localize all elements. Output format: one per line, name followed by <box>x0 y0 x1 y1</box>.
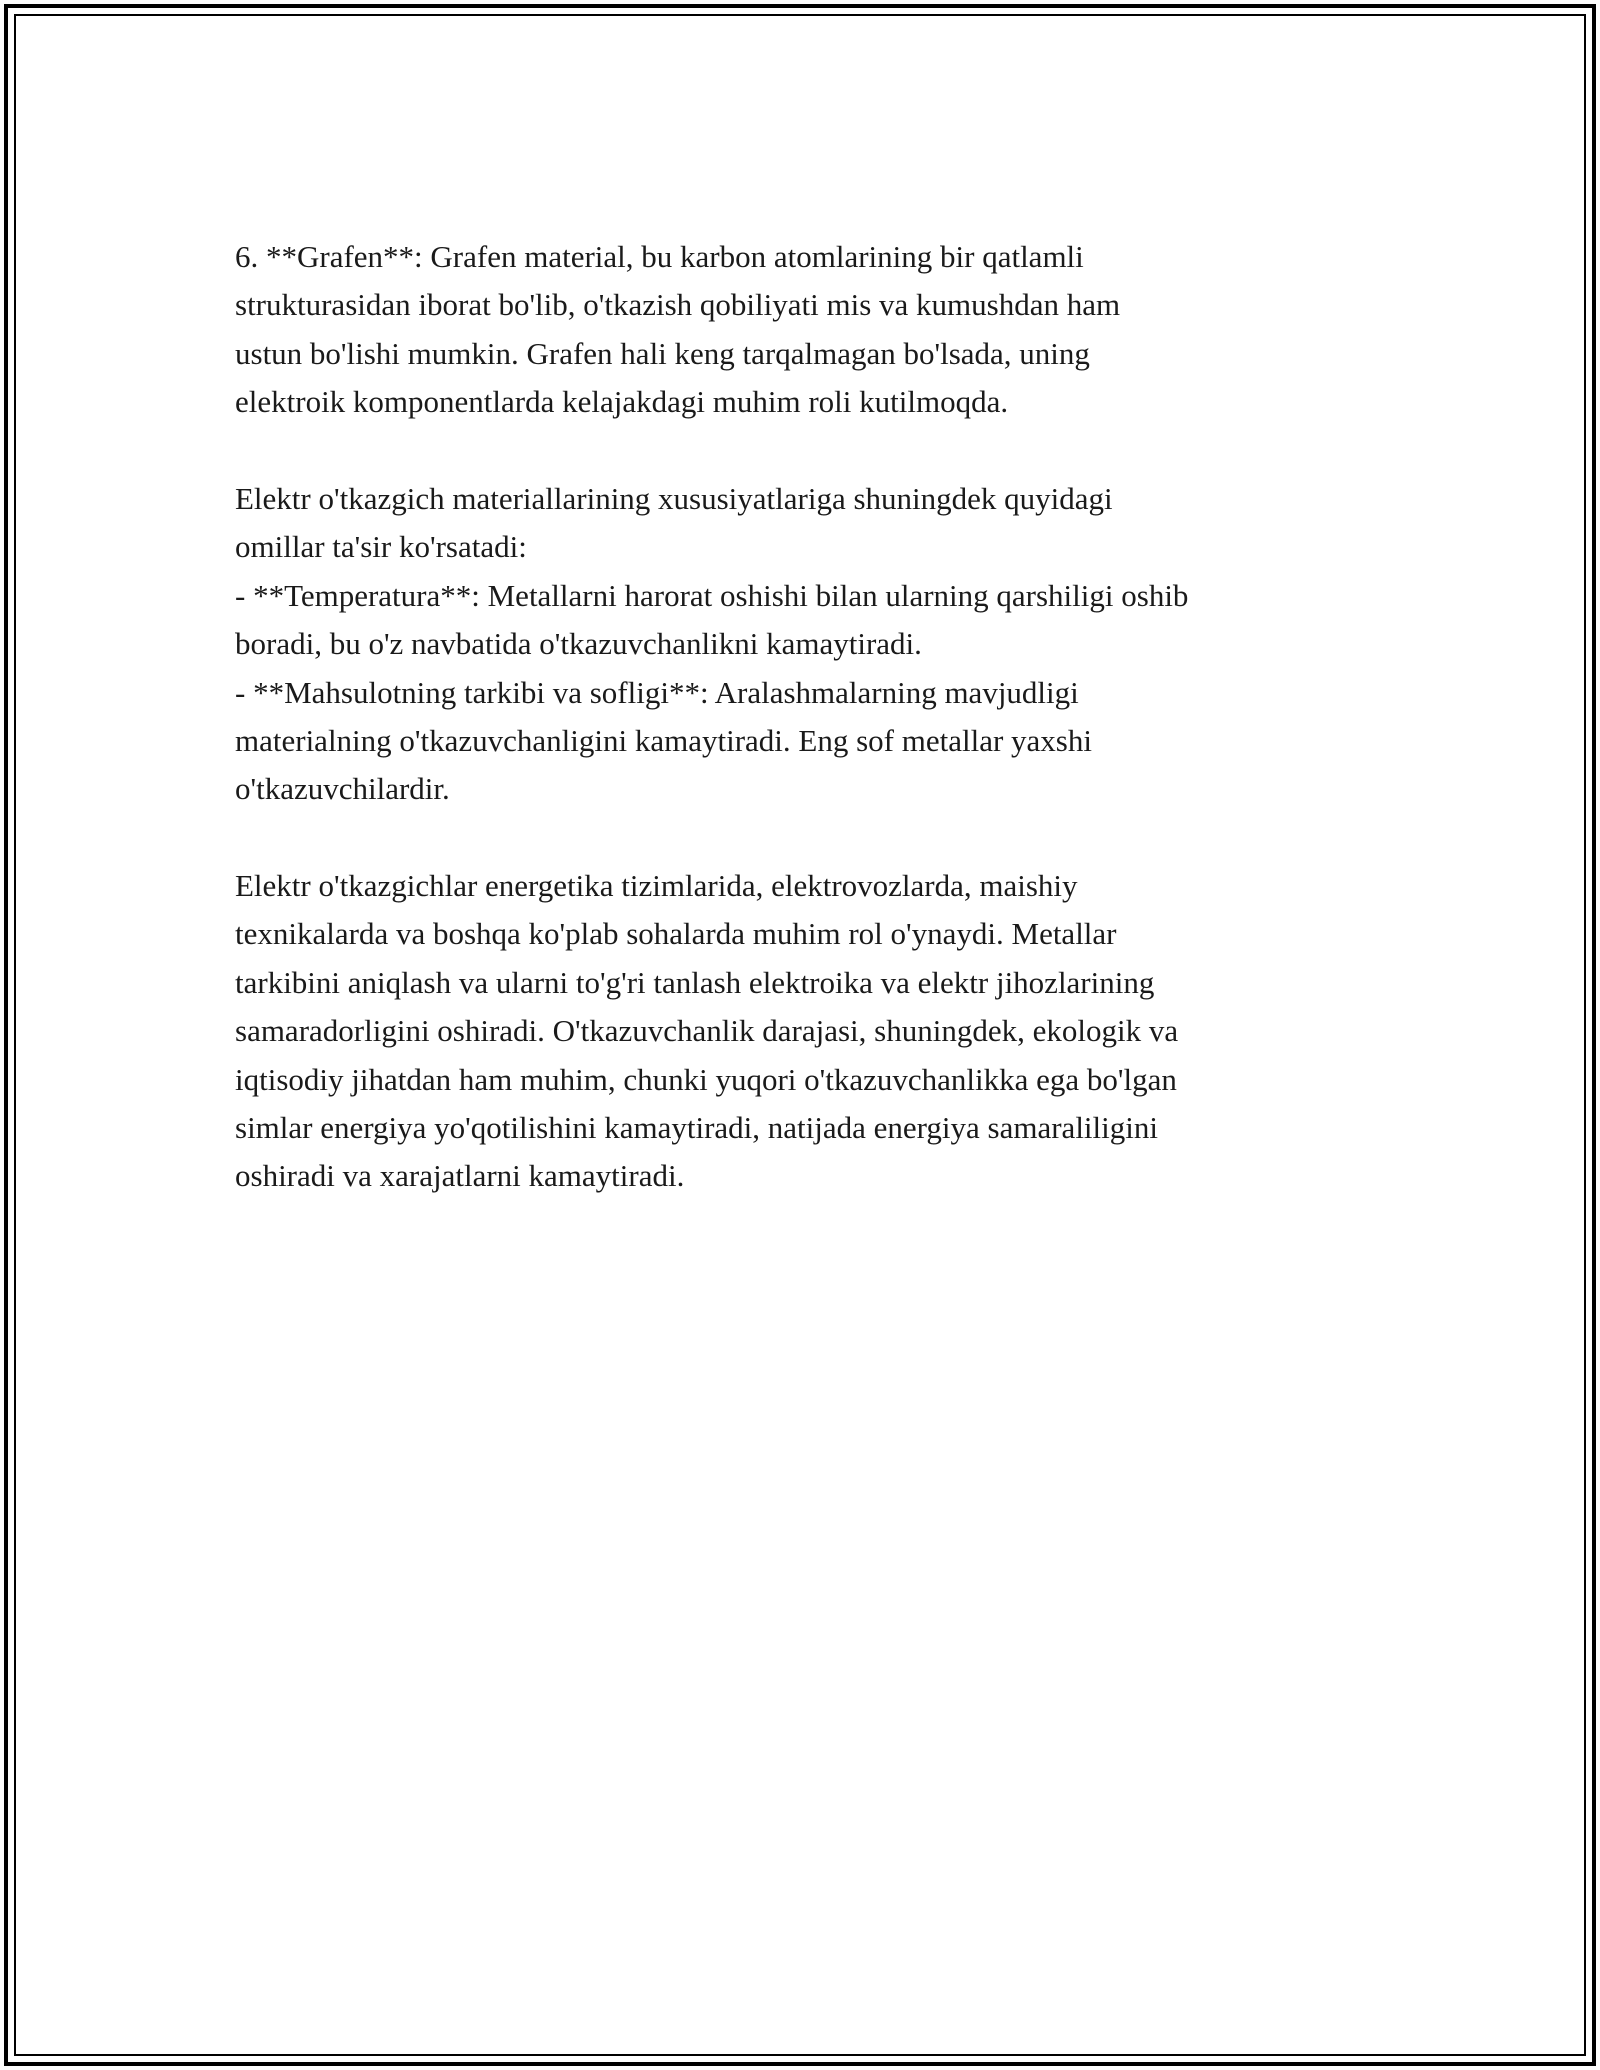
text-line: materialning o'tkazuvchanligini kamaytiradi. Eng sof metallar yaxshi <box>235 722 1092 758</box>
text-line: simlar energiya yo'qotilishini kamaytiradi, natijada energiya samaraliligini <box>235 1110 1158 1146</box>
document-body <box>235 233 1395 1201</box>
text-line: iqtisodiy jihatdan ham muhim, chunki yuqori o'tkazuvchanlikka ega bo'lgan <box>235 1061 1177 1097</box>
text-line: elektroik komponentlarda kelajakdagi muhim roli kutilmoqda. <box>235 384 1009 420</box>
text-line: Elektr o'tkazgichlar energetika tizimlarida, elektrovozlarda, maishiy <box>235 868 1078 904</box>
text-line: o'tkazuvchilardir. <box>235 771 450 807</box>
text-line: oshiradi va xarajatlarni kamaytiradi. <box>235 1158 685 1194</box>
list-item-mahsulot: - **Mahsulotning tarkibi va sofligi**: Aralashmalarning mavjudligi <box>235 674 1079 710</box>
text-line: 6. **Grafen**: Grafen material, bu karbon atomlarining bir qatlamli <box>235 239 1084 274</box>
text-line: tarkibini aniqlash va ularni to'g'ri tanlash elektroika va elektr jihozlarining <box>235 964 1155 1000</box>
paragraph-spacer <box>235 427 1395 475</box>
text-line: boradi, bu o'z navbatida o'tkazuvchanlikni kamaytiradi. <box>235 626 922 662</box>
paragraph-grafen <box>235 233 1395 427</box>
paragraph-spacer <box>235 814 1395 862</box>
text-line: texnikalarda va boshqa ko'plab sohalarda muhim rol o'ynaydi. Metallar <box>235 916 1117 952</box>
text-line: strukturasidan iborat bo'lib, o'tkazish qobiliyati mis va kumushdan ham <box>235 287 1121 323</box>
text-line: samaradorligini oshiradi. O'tkazuvchanlik darajasi, shuningdek, ekologik va <box>235 1013 1179 1049</box>
paragraph-applications <box>235 862 1395 1201</box>
text-line: omillar ta'sir ko'rsatadi: <box>235 529 527 565</box>
text-line: ustun bo'lishi mumkin. Grafen hali keng tarqalmagan bo'lsada, uning <box>235 335 1090 371</box>
list-item-temperatura: - **Temperatura**: Metallarni harorat oshishi bilan ularning qarshiligi oshib <box>235 577 1189 613</box>
text-line: Elektr o'tkazgich materiallarining xususiyatlariga shuningdek quyidagi <box>235 480 1113 516</box>
paragraph-factors <box>235 475 1395 814</box>
